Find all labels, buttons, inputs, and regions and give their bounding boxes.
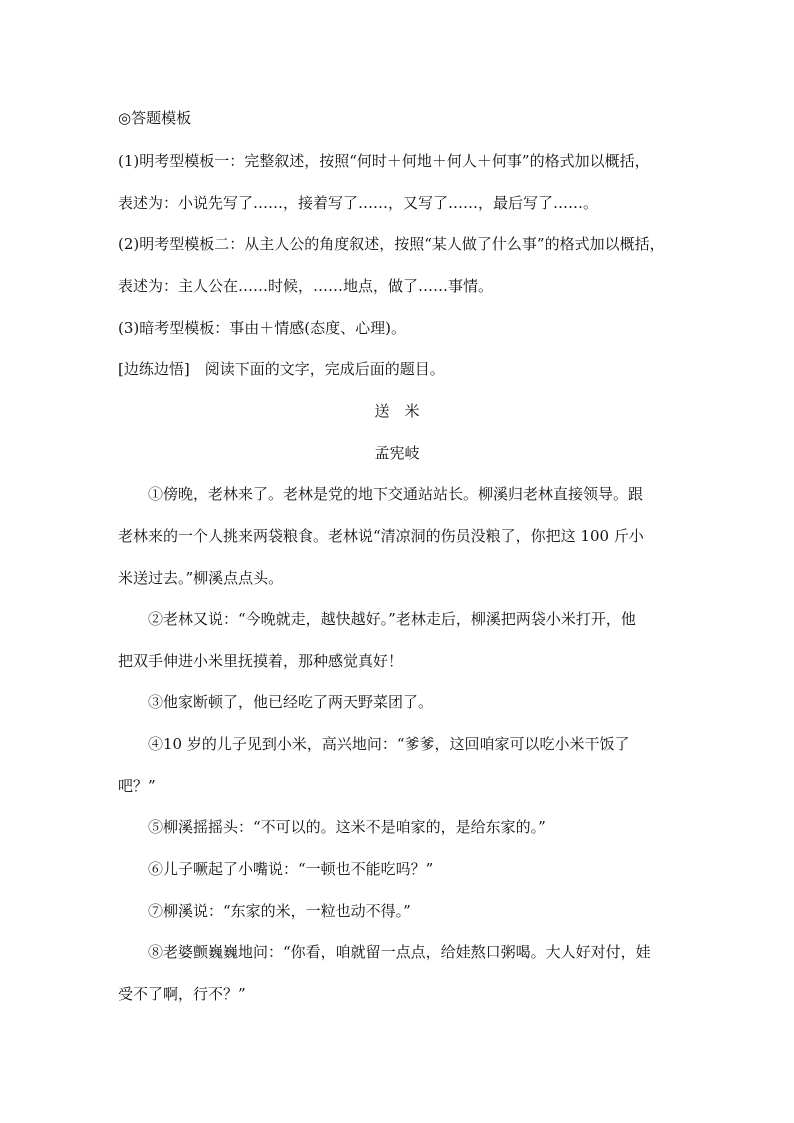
story-line-2: 老林来的一个人挑来两袋粮食。老林说“清凉洞的伤员没粮了，你把这 100 斤小: [118, 527, 644, 545]
story-line-9: ⑤柳溪摇摇头：“不可以的。这米不是咱家的，是给东家的。”: [148, 818, 546, 836]
story-line-1: ①傍晚，老林来了。老林是党的地下交通站站长。柳溪归老林直接领导。跟: [148, 485, 644, 503]
story-author: 孟宪岐: [374, 444, 420, 462]
story-title: 送 米: [374, 402, 420, 420]
story-line-4: ②老林又说：“今晚就走，越快越好。”老林走后，柳溪把两袋小米打开，他: [148, 610, 636, 628]
practice-instruction: [边练边悟] 阅读下面的文字，完成后面的题目。: [118, 360, 445, 378]
template-line-5: (3)暗考型模板：事由＋情感(态度、心理)。: [118, 319, 406, 337]
story-line-10: ⑥儿子噘起了小嘴说：“一顿也不能吃吗？”: [148, 860, 434, 878]
story-line-6: ③他家断顿了，他已经吃了两天野菜团了。: [148, 693, 434, 711]
template-line-2: 表述为：小说先写了……，接着写了……，又写了……，最后写了……。: [118, 194, 599, 212]
story-line-13: 受不了啊，行不？”: [118, 985, 246, 1003]
story-line-8: 吧？”: [118, 777, 156, 795]
template-line-4: 表述为：主人公在……时候，……地点，做了……事情。: [118, 277, 494, 295]
template-line-1: (1)明考型模板一：完整叙述，按照“何时＋何地＋何人＋何事”的格式加以概括，: [118, 152, 650, 170]
story-line-5: 把双手伸进小米里抚摸着，那种感觉真好！: [118, 652, 404, 670]
story-line-12: ⑧老婆颤巍巍地问：“你看，咱就留一点点，给娃熬口粥喝。大人好对付，娃: [148, 943, 651, 961]
story-line-7: ④10 岁的儿子见到小米，高兴地问：“爹爹，这回咱家可以吃小米干饭了: [148, 735, 630, 753]
template-line-3: (2)明考型模板二：从主人公的角度叙述，按照“某人做了什么事”的格式加以概括，: [118, 235, 665, 253]
story-line-3: 米送过去。”柳溪点点头。: [118, 569, 284, 587]
story-line-11: ⑦柳溪说：“东家的米，一粒也动不得。”: [148, 902, 411, 920]
section-heading: ◎答题模板: [118, 109, 192, 127]
